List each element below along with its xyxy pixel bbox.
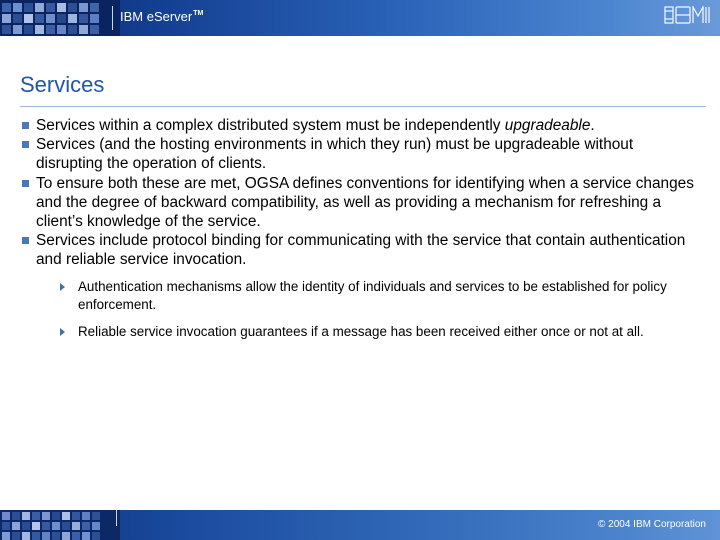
triangle-bullet-icon	[60, 283, 65, 291]
bullet-text: To ensure both these are met, OGSA defines conventions for identifying when a service changes and the degree of backward compatibility, as well as providing a mechanism for refreshing a client’s knowledge of the service.	[36, 174, 694, 231]
header-divider	[112, 6, 113, 30]
sub-bullet-text: Reliable service invocation guarantees if a message has been received either once or not at all.	[78, 323, 644, 339]
footer-divider	[116, 510, 117, 526]
sub-bullet-item	[20, 323, 700, 341]
triangle-bullet-icon	[60, 328, 65, 336]
ibm-logo-icon	[664, 6, 712, 24]
square-bullet-icon	[22, 180, 29, 187]
bullet-text-end: .	[590, 117, 595, 134]
square-bullet-icon	[22, 237, 29, 244]
product-name-text: IBM eServer	[120, 9, 193, 24]
footer-bar	[0, 510, 720, 540]
bullet-text: Services include protocol binding for communicating with the service that contain authentication and reliable service invocation.	[36, 232, 686, 269]
trademark-mark: TM	[193, 10, 204, 17]
sub-bullet-text: Authentication mechanisms allow the identity of individuals and services to be established for policy enforcement.	[78, 278, 667, 312]
bullet-text: Services (and the hosting environments in which they run) must be upgradeable without disrupting the operation of clients.	[36, 136, 634, 173]
bullet-text: Services within a complex distributed system must be independently	[36, 117, 505, 134]
copyright-notice: © 2004 IBM Corporation	[598, 519, 706, 530]
bullet-emphasis: upgradeable	[504, 117, 591, 134]
bullet-item	[20, 174, 700, 232]
sub-bullet-list	[20, 278, 700, 341]
sub-bullet-item	[20, 278, 700, 314]
footer-pattern-graphic	[0, 510, 120, 540]
square-bullet-icon	[22, 122, 29, 129]
header-bar	[0, 0, 720, 36]
bullet-item	[20, 231, 700, 269]
slide-content	[20, 116, 700, 350]
bullet-item	[20, 135, 700, 173]
header-pattern-graphic	[0, 0, 120, 36]
square-bullet-icon	[22, 141, 29, 148]
title-divider	[20, 106, 706, 107]
product-name	[120, 9, 203, 24]
bullet-item	[20, 116, 700, 135]
slide-title: Services	[20, 72, 105, 97]
